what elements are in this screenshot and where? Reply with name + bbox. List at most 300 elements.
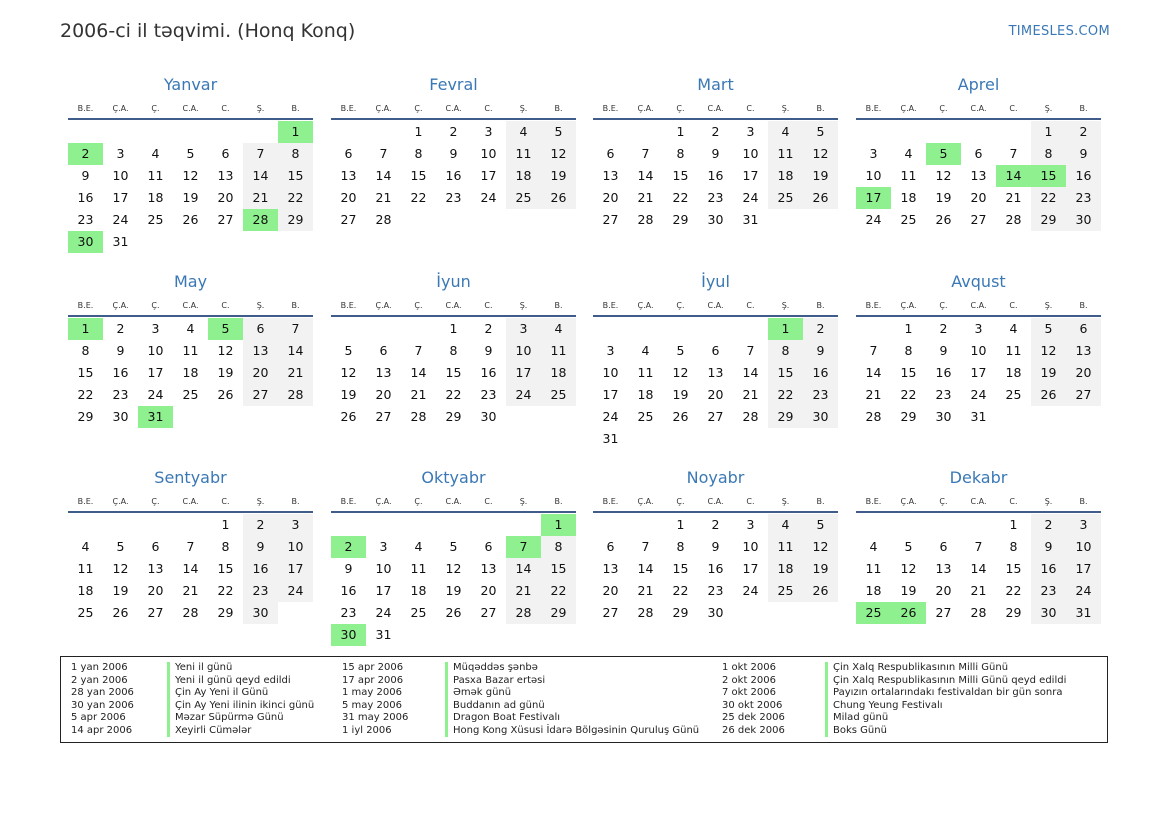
day-cell: 23 bbox=[1066, 187, 1101, 209]
legend-date: 1 iyl 2006 bbox=[342, 724, 392, 736]
weekday-label: C. bbox=[484, 497, 493, 506]
day-cell: 1 bbox=[1031, 121, 1066, 143]
day-cell: 28 bbox=[865, 409, 882, 424]
weekday-label: Ç. bbox=[676, 497, 685, 506]
month-name: Yanvar bbox=[163, 75, 218, 94]
legend-holiday-name: Çin Xalq Respublikasının Milli Günü bbox=[825, 662, 1008, 675]
day-cell: 24 bbox=[1066, 580, 1101, 602]
weekday-label: Ş. bbox=[519, 497, 528, 506]
day-cell: 1 bbox=[904, 321, 913, 336]
empty-cell bbox=[103, 121, 138, 143]
day-cell: 22 bbox=[278, 187, 313, 209]
day-cell: 28 bbox=[410, 409, 427, 424]
weekday-label: Ç. bbox=[939, 497, 948, 506]
weekday-header bbox=[856, 99, 1101, 120]
empty-cell bbox=[173, 121, 208, 143]
holiday-day-cell: 5 bbox=[208, 318, 243, 340]
day-cell: 23 bbox=[935, 387, 952, 402]
day-cell: 18 bbox=[768, 165, 803, 187]
day-cell: 9 bbox=[243, 536, 278, 558]
day-cell: 15 bbox=[77, 365, 94, 380]
day-cell: 2 bbox=[939, 321, 948, 336]
weekday-label: Ç. bbox=[151, 301, 160, 310]
day-cell: 10 bbox=[742, 146, 759, 161]
day-cell: 7 bbox=[641, 539, 650, 554]
day-cell: 12 bbox=[182, 168, 199, 183]
day-cell: 9 bbox=[484, 343, 493, 358]
empty-cell bbox=[996, 121, 1031, 143]
day-cell: 3 bbox=[116, 146, 125, 161]
day-cell: 27 bbox=[602, 212, 619, 227]
holiday-day-cell: 7 bbox=[506, 536, 541, 558]
day-cell: 13 bbox=[147, 561, 164, 576]
day-cell: 4 bbox=[414, 539, 423, 554]
day-cell: 6 bbox=[974, 146, 983, 161]
weekday-label: Ç.A. bbox=[112, 104, 129, 113]
day-cell: 5 bbox=[186, 146, 195, 161]
day-cell: 1 bbox=[1009, 517, 1018, 532]
day-cell: 5 bbox=[904, 539, 913, 554]
day-cell: 11 bbox=[768, 143, 803, 165]
day-cell: 25 bbox=[768, 580, 803, 602]
day-cell: 25 bbox=[506, 187, 541, 209]
day-cell: 29 bbox=[1005, 605, 1022, 620]
weekday-header bbox=[331, 492, 576, 513]
weekday-label: Ç. bbox=[939, 301, 948, 310]
weekday-label: B.E. bbox=[602, 301, 619, 310]
day-cell: 14 bbox=[637, 561, 654, 576]
day-cell: 22 bbox=[768, 384, 803, 406]
day-cell: 30 bbox=[1031, 602, 1066, 624]
day-cell: 16 bbox=[445, 168, 462, 183]
day-cell: 17 bbox=[112, 190, 129, 205]
empty-cell bbox=[366, 514, 401, 536]
legend-holiday-name: Pasxa Bazar ertəsi bbox=[445, 675, 545, 688]
day-cell: 24 bbox=[742, 190, 759, 205]
holiday-day-cell: 2 bbox=[331, 536, 366, 558]
day-cell: 27 bbox=[243, 384, 278, 406]
month-6 bbox=[331, 271, 576, 428]
day-cell: 2 bbox=[1066, 121, 1101, 143]
weekday-label: C.A. bbox=[182, 497, 199, 506]
day-cell: 1 bbox=[449, 321, 458, 336]
day-cell: 19 bbox=[672, 387, 689, 402]
day-cell: 27 bbox=[340, 212, 357, 227]
day-cell: 10 bbox=[112, 168, 129, 183]
empty-cell bbox=[628, 318, 663, 340]
day-cell: 14 bbox=[742, 365, 759, 380]
day-cell: 13 bbox=[1066, 340, 1101, 362]
day-cell: 24 bbox=[602, 409, 619, 424]
day-cell: 8 bbox=[1031, 143, 1066, 165]
day-cell: 25 bbox=[900, 212, 917, 227]
day-cell: 14 bbox=[970, 561, 987, 576]
day-cell: 16 bbox=[243, 558, 278, 580]
weekday-label: Ş. bbox=[519, 301, 528, 310]
day-cell: 11 bbox=[410, 561, 427, 576]
month-name: Avqust bbox=[951, 272, 1006, 291]
weekday-label: B. bbox=[1079, 104, 1088, 113]
day-cell: 18 bbox=[637, 387, 654, 402]
day-cell: 7 bbox=[243, 143, 278, 165]
weekday-label: B. bbox=[816, 497, 825, 506]
day-cell: 27 bbox=[375, 409, 392, 424]
day-cell: 15 bbox=[217, 561, 234, 576]
day-cell: 21 bbox=[410, 387, 427, 402]
day-grid bbox=[856, 121, 1101, 231]
legend-date: 7 okt 2006 bbox=[722, 687, 776, 698]
day-cell: 16 bbox=[1066, 165, 1101, 187]
day-cell: 13 bbox=[217, 168, 234, 183]
day-cell: 9 bbox=[1066, 143, 1101, 165]
day-cell: 4 bbox=[506, 121, 541, 143]
day-cell: 23 bbox=[1031, 580, 1066, 602]
day-cell: 25 bbox=[1005, 387, 1022, 402]
day-cell: 8 bbox=[676, 539, 685, 554]
month-4 bbox=[856, 74, 1101, 231]
day-cell: 15 bbox=[410, 168, 427, 183]
day-cell: 19 bbox=[803, 558, 838, 580]
legend-holiday-name: Müqəddəs şənbə bbox=[445, 662, 538, 675]
day-cell: 27 bbox=[707, 409, 724, 424]
day-cell: 22 bbox=[1005, 583, 1022, 598]
empty-cell bbox=[961, 121, 996, 143]
month-name: Oktyabr bbox=[421, 468, 486, 487]
day-cell: 19 bbox=[935, 190, 952, 205]
empty-cell bbox=[961, 514, 996, 536]
weekday-label: C. bbox=[221, 104, 230, 113]
empty-cell bbox=[628, 514, 663, 536]
day-cell: 31 bbox=[970, 409, 987, 424]
empty-cell bbox=[891, 514, 926, 536]
day-cell: 3 bbox=[974, 321, 983, 336]
day-cell: 10 bbox=[970, 343, 987, 358]
day-cell: 27 bbox=[602, 605, 619, 620]
day-cell: 23 bbox=[243, 580, 278, 602]
day-cell: 22 bbox=[217, 583, 234, 598]
day-cell: 9 bbox=[711, 539, 720, 554]
weekday-label: B.E. bbox=[865, 497, 882, 506]
month-1 bbox=[68, 74, 313, 253]
day-cell: 23 bbox=[112, 387, 129, 402]
day-cell: 10 bbox=[1066, 536, 1101, 558]
day-cell: 16 bbox=[77, 190, 94, 205]
day-cell: 10 bbox=[480, 146, 497, 161]
weekday-label: C. bbox=[484, 301, 493, 310]
day-cell: 24 bbox=[278, 580, 313, 602]
legend-date: 30 yan 2006 bbox=[71, 699, 134, 711]
weekday-label: B. bbox=[291, 301, 300, 310]
empty-cell bbox=[68, 121, 103, 143]
day-cell: 18 bbox=[410, 583, 427, 598]
weekday-header bbox=[331, 99, 576, 120]
day-cell: 1 bbox=[676, 124, 685, 139]
day-grid bbox=[593, 121, 838, 231]
empty-cell bbox=[366, 121, 401, 143]
day-cell: 27 bbox=[970, 212, 987, 227]
month-8 bbox=[856, 271, 1101, 428]
day-cell: 24 bbox=[112, 212, 129, 227]
weekday-label: C.A. bbox=[970, 301, 987, 310]
weekday-label: Ç.A. bbox=[900, 497, 917, 506]
day-cell: 30 bbox=[803, 406, 838, 428]
weekday-header bbox=[593, 492, 838, 513]
day-cell: 28 bbox=[375, 212, 392, 227]
weekday-label: C. bbox=[484, 104, 493, 113]
legend-holiday-name: Xeyirli Cümələr bbox=[167, 725, 251, 738]
legend-holiday-name: Əmək günü bbox=[445, 687, 511, 700]
weekday-label: Ş. bbox=[256, 301, 265, 310]
day-cell: 19 bbox=[803, 165, 838, 187]
day-cell: 20 bbox=[340, 190, 357, 205]
empty-cell bbox=[208, 121, 243, 143]
weekday-label: B. bbox=[816, 104, 825, 113]
day-cell: 6 bbox=[1066, 318, 1101, 340]
weekday-label: B.E. bbox=[77, 301, 94, 310]
day-cell: 27 bbox=[480, 605, 497, 620]
legend-date: 28 yan 2006 bbox=[71, 687, 134, 698]
day-cell: 8 bbox=[541, 536, 576, 558]
day-cell: 28 bbox=[637, 212, 654, 227]
day-cell: 22 bbox=[445, 387, 462, 402]
day-cell: 9 bbox=[116, 343, 125, 358]
day-cell: 26 bbox=[445, 605, 462, 620]
day-cell: 28 bbox=[637, 605, 654, 620]
day-cell: 4 bbox=[768, 121, 803, 143]
empty-cell bbox=[926, 121, 961, 143]
month-10 bbox=[331, 467, 576, 646]
holiday-day-cell: 17 bbox=[856, 187, 891, 209]
day-cell: 12 bbox=[672, 365, 689, 380]
day-cell: 9 bbox=[803, 340, 838, 362]
weekday-label: Ç.A. bbox=[900, 301, 917, 310]
day-cell: 30 bbox=[935, 409, 952, 424]
day-cell: 6 bbox=[606, 539, 615, 554]
day-cell: 3 bbox=[278, 514, 313, 536]
day-cell: 7 bbox=[278, 318, 313, 340]
weekday-label: B.E. bbox=[602, 104, 619, 113]
day-cell: 26 bbox=[182, 212, 199, 227]
day-cell: 29 bbox=[900, 409, 917, 424]
month-name: İyul bbox=[701, 272, 730, 291]
weekday-label: B. bbox=[291, 104, 300, 113]
weekday-label: C. bbox=[746, 497, 755, 506]
weekday-label: C.A. bbox=[970, 497, 987, 506]
day-cell: 22 bbox=[1031, 187, 1066, 209]
day-cell: 13 bbox=[480, 561, 497, 576]
month-name: Mart bbox=[697, 75, 734, 94]
day-cell: 20 bbox=[970, 190, 987, 205]
day-cell: 12 bbox=[1031, 340, 1066, 362]
day-cell: 26 bbox=[340, 409, 357, 424]
day-cell: 8 bbox=[221, 539, 230, 554]
weekday-header bbox=[856, 492, 1101, 513]
day-cell: 19 bbox=[112, 583, 129, 598]
weekday-label: Ç.A. bbox=[375, 301, 392, 310]
day-cell: 6 bbox=[344, 146, 353, 161]
empty-cell bbox=[401, 318, 436, 340]
day-cell: 31 bbox=[1066, 602, 1101, 624]
day-cell: 20 bbox=[1066, 362, 1101, 384]
empty-cell bbox=[593, 318, 628, 340]
weekday-label: C.A. bbox=[445, 104, 462, 113]
day-cell: 21 bbox=[278, 362, 313, 384]
day-cell: 22 bbox=[672, 583, 689, 598]
weekday-label: Ş. bbox=[781, 301, 790, 310]
day-cell: 13 bbox=[375, 365, 392, 380]
holiday-day-cell: 5 bbox=[926, 143, 961, 165]
day-cell: 7 bbox=[974, 539, 983, 554]
day-cell: 21 bbox=[742, 387, 759, 402]
holiday-day-cell: 15 bbox=[1031, 165, 1066, 187]
day-cell: 18 bbox=[1005, 365, 1022, 380]
holiday-day-cell: 1 bbox=[278, 121, 313, 143]
day-cell: 19 bbox=[900, 583, 917, 598]
weekday-label: B.E. bbox=[340, 497, 357, 506]
day-cell: 6 bbox=[151, 539, 160, 554]
weekday-label: Ç.A. bbox=[112, 301, 129, 310]
day-cell: 7 bbox=[746, 343, 755, 358]
day-cell: 26 bbox=[803, 187, 838, 209]
day-cell: 8 bbox=[81, 343, 90, 358]
legend-date: 2 yan 2006 bbox=[71, 674, 128, 686]
month-3 bbox=[593, 74, 838, 231]
day-cell: 16 bbox=[803, 362, 838, 384]
weekday-label: B. bbox=[554, 104, 563, 113]
site-link[interactable]: TIMESLES.COM bbox=[1008, 24, 1110, 39]
day-cell: 4 bbox=[641, 343, 650, 358]
day-cell: 6 bbox=[939, 539, 948, 554]
weekday-label: Ç.A. bbox=[637, 104, 654, 113]
weekday-label: B.E. bbox=[340, 301, 357, 310]
day-cell: 31 bbox=[112, 234, 129, 249]
weekday-label: B. bbox=[1079, 301, 1088, 310]
weekday-label: C.A. bbox=[182, 104, 199, 113]
day-cell: 28 bbox=[970, 605, 987, 620]
day-cell: 22 bbox=[77, 387, 94, 402]
weekday-label: B.E. bbox=[865, 104, 882, 113]
day-cell: 11 bbox=[865, 561, 882, 576]
day-cell: 16 bbox=[480, 365, 497, 380]
page-title: 2006-ci il təqvimi. (Honq Konq) bbox=[60, 20, 356, 42]
day-cell: 25 bbox=[410, 605, 427, 620]
holiday-legend bbox=[60, 656, 1108, 743]
day-cell: 28 bbox=[1005, 212, 1022, 227]
day-cell: 25 bbox=[77, 605, 94, 620]
day-cell: 11 bbox=[506, 143, 541, 165]
day-cell: 24 bbox=[865, 212, 882, 227]
day-cell: 19 bbox=[340, 387, 357, 402]
weekday-label: C.A. bbox=[445, 301, 462, 310]
day-cell: 11 bbox=[900, 168, 917, 183]
day-cell: 12 bbox=[217, 343, 234, 358]
month-name: Aprel bbox=[957, 75, 1000, 94]
day-cell: 19 bbox=[541, 165, 576, 187]
day-cell: 25 bbox=[147, 212, 164, 227]
day-cell: 20 bbox=[217, 190, 234, 205]
day-cell: 20 bbox=[602, 190, 619, 205]
empty-cell bbox=[856, 318, 891, 340]
empty-cell bbox=[926, 514, 961, 536]
day-cell: 19 bbox=[1031, 362, 1066, 384]
day-grid bbox=[68, 121, 313, 253]
day-cell: 29 bbox=[541, 602, 576, 624]
empty-cell bbox=[173, 514, 208, 536]
month-name: Fevral bbox=[429, 75, 478, 94]
day-cell: 13 bbox=[970, 168, 987, 183]
day-cell: 10 bbox=[375, 561, 392, 576]
legend-date: 30 okt 2006 bbox=[722, 699, 783, 711]
empty-cell bbox=[891, 121, 926, 143]
day-cell: 4 bbox=[81, 539, 90, 554]
weekday-label: C. bbox=[1009, 104, 1018, 113]
day-cell: 10 bbox=[506, 340, 541, 362]
day-cell: 17 bbox=[278, 558, 313, 580]
day-cell: 13 bbox=[707, 365, 724, 380]
day-cell: 1 bbox=[676, 517, 685, 532]
weekday-label: Ç.A. bbox=[112, 497, 129, 506]
weekday-label: Ç. bbox=[676, 104, 685, 113]
day-cell: 4 bbox=[869, 539, 878, 554]
day-grid bbox=[593, 514, 838, 624]
holiday-day-cell: 26 bbox=[891, 602, 926, 624]
day-cell: 15 bbox=[278, 165, 313, 187]
day-cell: 16 bbox=[707, 561, 724, 576]
day-cell: 6 bbox=[711, 343, 720, 358]
empty-cell bbox=[243, 121, 278, 143]
day-cell: 25 bbox=[768, 187, 803, 209]
weekday-header bbox=[68, 99, 313, 120]
legend-date: 2 okt 2006 bbox=[722, 674, 776, 686]
day-cell: 21 bbox=[243, 187, 278, 209]
day-cell: 20 bbox=[243, 362, 278, 384]
day-cell: 13 bbox=[602, 561, 619, 576]
weekday-label: Ç. bbox=[414, 104, 423, 113]
day-cell: 3 bbox=[869, 146, 878, 161]
day-cell: 28 bbox=[742, 409, 759, 424]
day-cell: 20 bbox=[602, 583, 619, 598]
empty-cell bbox=[138, 514, 173, 536]
day-cell: 5 bbox=[1031, 318, 1066, 340]
day-cell: 14 bbox=[865, 365, 882, 380]
day-cell: 3 bbox=[379, 539, 388, 554]
weekday-label: Ç.A. bbox=[375, 497, 392, 506]
day-grid bbox=[331, 121, 576, 231]
day-cell: 29 bbox=[672, 212, 689, 227]
weekday-label: B.E. bbox=[77, 104, 94, 113]
empty-cell bbox=[698, 318, 733, 340]
weekday-label: Ç.A. bbox=[375, 104, 392, 113]
weekday-label: C. bbox=[1009, 497, 1018, 506]
empty-cell bbox=[733, 318, 768, 340]
day-cell: 21 bbox=[865, 387, 882, 402]
holiday-day-cell: 1 bbox=[768, 318, 803, 340]
day-cell: 6 bbox=[606, 146, 615, 161]
day-cell: 24 bbox=[147, 387, 164, 402]
day-cell: 15 bbox=[672, 168, 689, 183]
empty-cell bbox=[331, 514, 366, 536]
legend-holiday-name: Yeni il günü bbox=[167, 662, 232, 675]
day-cell: 13 bbox=[340, 168, 357, 183]
day-cell: 10 bbox=[865, 168, 882, 183]
day-cell: 17 bbox=[742, 561, 759, 576]
empty-cell bbox=[471, 514, 506, 536]
day-cell: 18 bbox=[77, 583, 94, 598]
day-cell: 31 bbox=[602, 431, 619, 446]
day-cell: 26 bbox=[803, 580, 838, 602]
day-cell: 11 bbox=[1005, 343, 1022, 358]
weekday-label: C. bbox=[746, 301, 755, 310]
